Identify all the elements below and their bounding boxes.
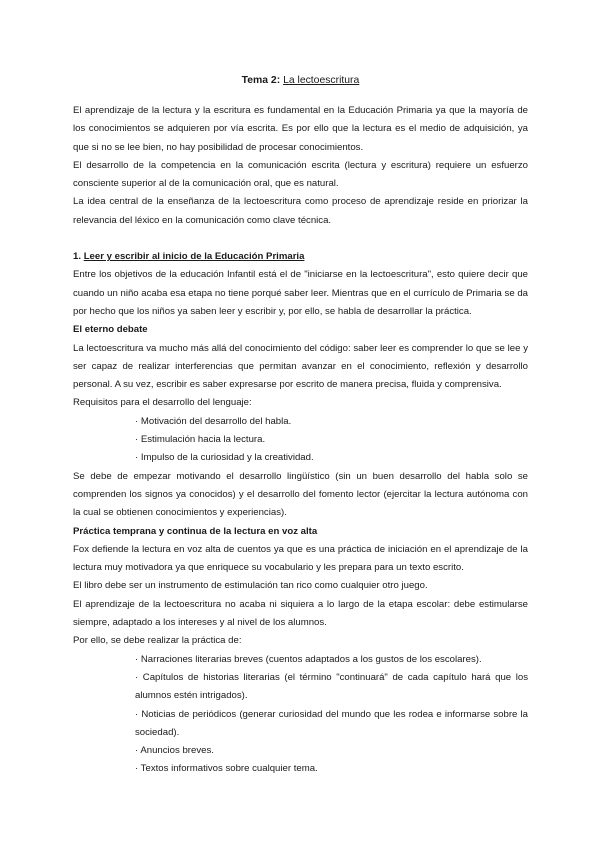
list-item: · Motivación del desarrollo del habla. <box>135 415 292 427</box>
section-title: Leer y escribir al inicio de la Educación Primaria <box>83 251 305 263</box>
list-item: · Textos informativos sobre cualquier tema. <box>135 763 318 775</box>
paragraph: Requisitos para el desarrollo del lenguaje: <box>73 397 252 409</box>
paragraph: La lectoescritura va mucho más allá del conocimiento del código: saber leer es comprender lo que se lee y ser capaz de realizar interferencias que permitan avanzar en el conocimiento, reflexión y desarrollo personal. A su vez, escribir es saber expresarse por escrito de manera precisa, fluida y comprensiva. <box>73 342 528 391</box>
list-item: · Capítulos de historias literarias (el término "continuará" de cada capítulo hará que los alumnos estén intrigados). <box>135 671 528 702</box>
title-subject: La lectoescritura <box>283 75 360 86</box>
list-item: · Narraciones literarias breves (cuentos adaptados a los gustos de los escolares). <box>135 653 482 665</box>
intro-paragraph: El aprendizaje de la lectura y la escritura es fundamental en la Educación Primaria ya que la mayoría de los conocimientos se adquieren por vía escrita. Es por ello que la lectura es el medio de adquisición, ya que si no se lee bien, no hay posibilidad de procesar conocimientos. <box>73 105 528 153</box>
intro-paragraph: El desarrollo de la competencia en la comunicación escrita (lectura y escritura) requiere un esfuerzo consciente superior al de la comunicación oral, que es natural. <box>73 159 528 190</box>
paragraph: El aprendizaje de la lectoescritura no acaba ni siquiera a lo largo de la etapa escolar: debe estimularse siempre, adaptado a los intereses y al nivel de los alumnos. <box>73 598 528 629</box>
paragraph: Se debe de empezar motivando el desarrollo lingüístico (sin un buen desarrollo del habla solo se comprenden los signos ya conocidos) y el desarrollo del fomento lector (ejercitar la lectura autónoma con la cual se obtienen conocimientos y experiencias). <box>73 470 528 519</box>
list-item: · Estimulación hacia la lectura. <box>135 434 266 446</box>
paragraph: Fox defiende la lectura en voz alta de cuentos ya que es una práctica de iniciación en el aprendizaje de la lectura muy motivadora ya que enriquece su vocabulario y les prepara para un texto escrito. <box>73 543 528 574</box>
paragraph: Por ello, se debe realizar la práctica de: <box>73 635 242 647</box>
section-number: 1. <box>73 251 82 263</box>
spacer <box>73 230 528 248</box>
subheading: El eterno debate <box>73 324 148 336</box>
list-item: · Anuncios breves. <box>135 745 214 757</box>
section-heading <box>73 248 528 266</box>
list-item: · Noticias de periódicos (generar curiosidad del mundo que les rodea e informarse sobre la sociedad). <box>135 708 528 738</box>
title-prefix: Tema 2: <box>241 75 281 86</box>
paragraph: Entre los objetivos de la educación Infantil está el de "iniciarse en la lectoescritura", esto quiere decir que cuando un niño acaba esa etapa no tiene porqué saber leer. Mientras que en el currículo de Primaria se da por hecho que los niños ya saben leer y escribir y, por ello, se habla de desarrollar la práctica. <box>73 269 528 317</box>
intro-paragraph: La idea central de la enseñanza de la lectoescritura como proceso de aprendizaje reside en priorizar la relevancia del léxico en la comunicación como clave técnica. <box>73 196 528 226</box>
paragraph: El libro debe ser un instrumento de estimulación tan rico como cualquier otro juego. <box>73 580 428 592</box>
list-item: · Impulso de la curiosidad y la creatividad. <box>135 452 314 464</box>
subheading: Práctica temprana y continua de la lectura en voz alta <box>73 525 318 537</box>
page-title <box>73 72 528 90</box>
